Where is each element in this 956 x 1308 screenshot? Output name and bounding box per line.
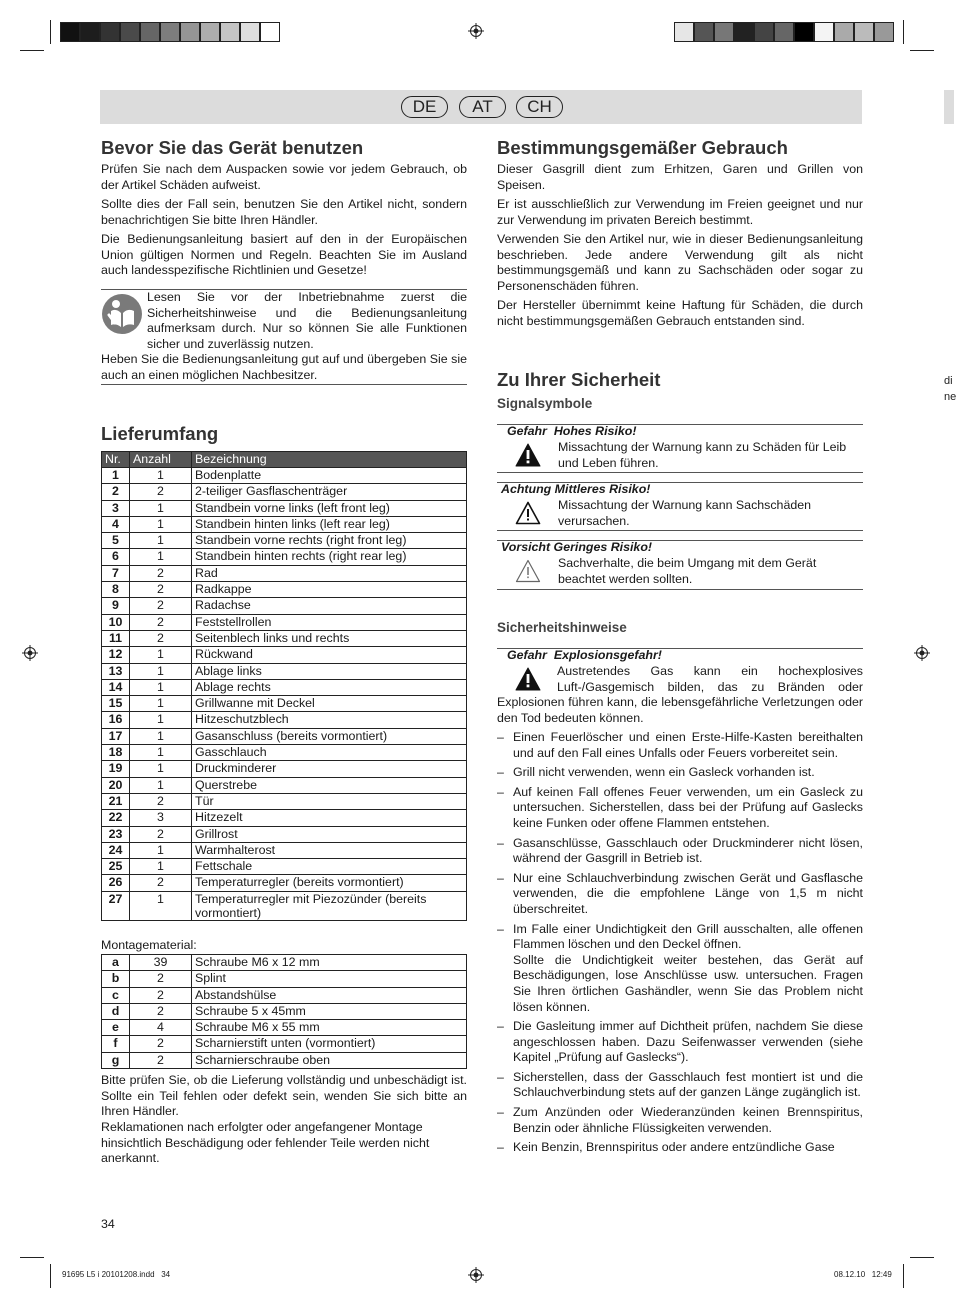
cell-description: Feststellrollen [192, 614, 467, 630]
cell-qty: 1 [130, 679, 192, 695]
cell-description: Grillwanne mit Deckel [192, 696, 467, 712]
cell-nr: 2 [102, 484, 130, 500]
manual-note [101, 290, 467, 384]
table-row [102, 630, 467, 646]
cell-nr: 6 [102, 549, 130, 565]
col-header-nr: Nr. [102, 452, 130, 468]
cell-qty: 2 [130, 1003, 192, 1019]
list-item: – Die Gasleitung immer auf Dichtheit prüfen, nachdem Sie diese angeschlossen haben. Dazu Seifenwasser verwenden (siehe Kapitel „Prüfung auf Gaslecks“). [497, 1019, 863, 1065]
cell-qty: 2 [130, 826, 192, 842]
table-row [102, 1003, 467, 1019]
cell-qty: 2 [130, 630, 192, 646]
list-item: – Nur eine Schlauchverbindung zwischen Gerät und Gasflasche verwenden, die die empfohlene Länge von 1,5 m nicht überschreitet. [497, 870, 863, 916]
cell-nr: e [102, 1020, 130, 1036]
table-row [102, 971, 467, 987]
cell-qty: 2 [130, 1036, 192, 1052]
next-page-band-edge [944, 90, 954, 124]
table-row [102, 598, 467, 614]
cell-qty: 2 [130, 971, 192, 987]
table-row [102, 696, 467, 712]
cell-nr: 27 [102, 891, 130, 920]
paragraph: Der Hersteller übernimmt keine Haftung für Schäden, die durch nicht bestimmungsgemäßen Gebrauch entstanden sind. [497, 298, 863, 328]
manual-note-text: Lesen Sie vor der Inbetriebnahme zuerst die Sicherheitshinweise und die Bedienungsanleitung aufmerksam durch. Nur so können Sie alle Funktionen sicher und zuverlässig nutzen. [147, 290, 467, 351]
montage-label: Montagematerial: [101, 938, 197, 952]
montage-table [101, 954, 467, 1069]
margin-bleed-text: ne [944, 391, 956, 403]
paragraph: Verwenden Sie den Artikel nur, wie in dieser Bedienungsanleitung beschrieben. Jede andere Verwendung gilt als nicht bestimmungsgemäß und kann zu Sachschäden oder sogar zu Personenschäden führen. [497, 232, 863, 293]
cell-qty: 2 [130, 875, 192, 891]
cell-nr: 21 [102, 793, 130, 809]
cell-description: Gasanschluss (bereits vormontiert) [192, 728, 467, 744]
paragraph: Dieser Gasgrill dient zum Erhitzen, Garen und Grillen von Speisen. [497, 162, 863, 192]
cell-description: Radachse [192, 598, 467, 614]
explosion-head: Gefahr Explosionsgefahr! [507, 648, 662, 662]
cell-description: Temperaturregler (bereits vormontiert) [192, 875, 467, 891]
cell-nr: 1 [102, 468, 130, 484]
table-row [102, 777, 467, 793]
paragraph: Er ist ausschließlich zur Verwendung im Freien geeignet und nur zur Verwendung im privaten Bereich bestimmt. [497, 197, 863, 227]
cell-description: 2-teiliger Gasflaschenträger [192, 484, 467, 500]
cell-nr: 3 [102, 500, 130, 516]
cell-qty: 1 [130, 533, 192, 549]
cell-description: Hitzezelt [192, 810, 467, 826]
table-row [102, 663, 467, 679]
cell-description: Querstrebe [192, 777, 467, 793]
cell-qty: 1 [130, 500, 192, 516]
cell-nr: 9 [102, 598, 130, 614]
table-row [102, 533, 467, 549]
cell-description: Ablage links [192, 663, 467, 679]
cell-description: Druckminderer [192, 761, 467, 777]
cell-qty: 1 [130, 468, 192, 484]
section-title-before-use: Bevor Sie das Gerät benutzen [101, 137, 364, 158]
cell-nr: 14 [102, 679, 130, 695]
registration-mark-icon [22, 645, 38, 661]
cell-description: Splint [192, 971, 467, 987]
cell-description: Gasschlauch [192, 745, 467, 761]
table-row [102, 793, 467, 809]
table-row [102, 516, 467, 532]
lang-tab-de: DE [401, 96, 448, 118]
footer-date: 08.12.10 12:49 [834, 1270, 892, 1279]
cell-qty: 2 [130, 987, 192, 1003]
cell-description: Hitzeschutzblech [192, 712, 467, 728]
list-item: – Grill nicht verwenden, wenn ein Gasleck vorhanden ist. [497, 765, 815, 780]
list-item: – Zum Anzünden oder Wiederanzünden keinen Brennspiritus, Benzin oder ähnliche Flüssigkeiten verwenden. [497, 1105, 863, 1135]
margin-bleed-text: di [944, 375, 953, 387]
table-row [102, 955, 467, 971]
table-row [102, 842, 467, 858]
cell-nr: g [102, 1052, 130, 1068]
cell-qty: 2 [130, 582, 192, 598]
cell-description: Standbein vorne rechts (right front leg) [192, 533, 467, 549]
cell-description: Schraube M6 x 55 mm [192, 1020, 467, 1036]
paragraph: Die Bedienungsanleitung basiert auf den in der Europäischen Union gültigen Normen und Regeln. Beachten Sie im Ausland auch landesspezifische Richtlinien und Gesetze! [101, 232, 467, 278]
signal-danger [497, 424, 863, 472]
list-item: – Sicherstellen, dass der Gasschlauch fest montiert ist und die Schlauchverbindung stets auf der ganzen Länge zugänglich ist. [497, 1069, 863, 1100]
cell-nr: 23 [102, 826, 130, 842]
footer-file-info: 91695 L5 i 20101208.indd 34 [62, 1270, 171, 1279]
table-row [102, 987, 467, 1003]
cell-qty: 1 [130, 761, 192, 777]
safety-list [497, 730, 863, 1160]
caution-icon [515, 559, 541, 583]
list-item: – Einen Feuerlöscher und einen Erste-Hilfe-Kasten bereithalten und auf den Fall eines Unfalls oder Feuers vorbereitet sein. [497, 730, 863, 760]
cell-nr: 12 [102, 647, 130, 663]
cell-qty: 1 [130, 549, 192, 565]
lang-tab-ch: CH [516, 96, 563, 118]
cell-description: Bodenplatte [192, 468, 467, 484]
signal-text: Missachtung der Warnung kann zu Schäden für Leib und Leben führen. [558, 440, 847, 470]
signal-head: Achtung Mittleres Risiko! [501, 482, 651, 496]
cell-nr: 20 [102, 777, 130, 793]
table-row [102, 1020, 467, 1036]
table-row [102, 484, 467, 500]
manual-note-text-2: Heben Sie die Bedienungsanleitung gut auf und übergeben Sie sie auch an einen möglichen Nachbesitzer. [101, 352, 467, 382]
cell-nr: 26 [102, 875, 130, 891]
table-row [102, 891, 467, 920]
cell-nr: 13 [102, 663, 130, 679]
cell-qty: 1 [130, 842, 192, 858]
cell-description: Scharnierstift unten (vormontiert) [192, 1036, 467, 1052]
subtitle-signal-symbols: Signalsymbole [497, 396, 593, 411]
cell-qty: 4 [130, 1020, 192, 1036]
table-row [102, 728, 467, 744]
list-item: – Auf keinen Fall offenes Feuer verwenden, um ein Gasleck zu untersuchen. Sicherstellen, dass bei der Prüfung auf Gaslecks keine Funken oder offene Flammen entstehen. [497, 784, 863, 830]
section-title-intended-use: Bestimmungsgemäßer Gebrauch [497, 137, 788, 158]
table-row [102, 761, 467, 777]
danger-warning-icon [515, 443, 541, 467]
cell-qty: 1 [130, 663, 192, 679]
signal-caution [497, 540, 863, 588]
cell-qty: 1 [130, 696, 192, 712]
cell-description: Temperaturregler mit Piezozünder (bereits vormontiert) [192, 891, 467, 920]
cell-nr: c [102, 987, 130, 1003]
cell-qty: 39 [130, 955, 192, 971]
table-row [102, 810, 467, 826]
cell-nr: 25 [102, 859, 130, 875]
table-row [102, 647, 467, 663]
cell-qty: 2 [130, 1052, 192, 1068]
table-row [102, 582, 467, 598]
col-header-anzahl: Anzahl [130, 452, 192, 468]
signal-head: Gefahr Hohes Risiko! [507, 424, 637, 438]
paragraph: Bitte prüfen Sie, ob die Lieferung vollständig und unbeschädigt ist. Sollte ein Teil fehlen oder defekt sein, wenden Sie sich bitte an Ihren Händler. [101, 1073, 467, 1119]
cell-qty: 1 [130, 859, 192, 875]
cell-nr: 10 [102, 614, 130, 630]
list-item: – Kein Benzin, Brennspiritus oder andere entzündliche Gase [497, 1140, 835, 1155]
subtitle-safety-notes: Sicherheitshinweise [497, 620, 627, 635]
cell-nr: 8 [102, 582, 130, 598]
cell-nr: d [102, 1003, 130, 1019]
section-title-safety: Zu Ihrer Sicherheit [497, 369, 661, 390]
cell-description: Schraube 5 x 45mm [192, 1003, 467, 1019]
lang-tab-at: AT [459, 96, 506, 118]
cell-qty: 1 [130, 745, 192, 761]
signal-warning [497, 482, 863, 530]
divider [497, 472, 863, 473]
cell-qty: 1 [130, 712, 192, 728]
table-row [102, 712, 467, 728]
cell-description: Warmhalterost [192, 842, 467, 858]
cell-description: Rückwand [192, 647, 467, 663]
cell-nr: 17 [102, 728, 130, 744]
cell-description: Standbein vorne links (left front leg) [192, 500, 467, 516]
table-row [102, 859, 467, 875]
list-item: – Im Falle einer Undichtigkeit den Grill ausschalten, alle offenen Flammen löschen und den Deckel öffnen. Sollte die Undichtigkeit weiter bestehen, das Gerät auf Beschädigungen, lose Anschlüsse usw. untersuchen. Fragen Sie Ihren örtlichen Gashändler, wenn Sie das Problem nicht lösen können. [497, 921, 863, 1014]
table-row [102, 549, 467, 565]
section-title-delivery: Lieferumfang [101, 423, 219, 444]
cell-description: Abstandshülse [192, 987, 467, 1003]
cell-nr: 16 [102, 712, 130, 728]
col-header-bezeichnung: Bezeichnung [192, 452, 467, 468]
cell-nr: 24 [102, 842, 130, 858]
table-row [102, 1052, 467, 1068]
cell-nr: b [102, 971, 130, 987]
cell-nr: 4 [102, 516, 130, 532]
cell-nr: 19 [102, 761, 130, 777]
cell-description: Radkappe [192, 582, 467, 598]
cell-qty: 2 [130, 793, 192, 809]
cell-description: Standbein hinten rechts (right rear leg) [192, 549, 467, 565]
cell-qty: 3 [130, 810, 192, 826]
cell-qty: 1 [130, 777, 192, 793]
cell-nr: a [102, 955, 130, 971]
table-row [102, 614, 467, 630]
cell-qty: 1 [130, 647, 192, 663]
divider [497, 589, 863, 590]
paragraph: Prüfen Sie nach dem Auspacken sowie vor jedem Gebrauch, ob der Artikel Schäden aufweist. [101, 162, 467, 192]
cell-nr: 18 [102, 745, 130, 761]
table-row [102, 679, 467, 695]
table-row [102, 468, 467, 484]
registration-mark-icon [468, 1267, 484, 1283]
cell-description: Scharnierschraube oben [192, 1052, 467, 1068]
cell-nr: 22 [102, 810, 130, 826]
cell-description: Fettschale [192, 859, 467, 875]
cell-nr: 5 [102, 533, 130, 549]
cell-description: Seitenblech links und rechts [192, 630, 467, 646]
signal-head: Vorsicht Geringes Risiko! [501, 540, 653, 554]
cell-description: Grillrost [192, 826, 467, 842]
signal-text: Missachtung der Warnung kann Sachschäden verursachen. [558, 498, 812, 528]
cell-nr: 7 [102, 565, 130, 581]
table-row [102, 1036, 467, 1052]
paragraph: Reklamationen nach erfolgter oder angefangener Montage hinsichtlich Beschädigung oder fehlender Teile werden nicht anerkannt. [101, 1120, 430, 1166]
warning-icon [515, 501, 541, 525]
registration-mark-icon [468, 23, 484, 39]
cell-qty: 2 [130, 614, 192, 630]
cell-nr: 11 [102, 630, 130, 646]
table-row [102, 500, 467, 516]
cell-qty: 1 [130, 891, 192, 920]
table-header-row [102, 452, 467, 468]
divider [101, 384, 467, 385]
registration-mark-icon [914, 645, 930, 661]
divider [497, 530, 863, 531]
explosion-text-body: Austretendes Gas kann ein hochexplosives Luft-/Gasgemisch bilden, das zu Bränden oder Explosionen führen kann, die lebensgefährliche Verletzungen oder den Tod bedeuten können. [497, 664, 863, 725]
page-number: 34 [101, 1217, 115, 1231]
cell-nr: 15 [102, 696, 130, 712]
cell-qty: 2 [130, 598, 192, 614]
table-row [102, 745, 467, 761]
cell-description: Rad [192, 565, 467, 581]
cell-qty: 2 [130, 484, 192, 500]
cell-description: Schraube M6 x 12 mm [192, 955, 467, 971]
cell-description: Standbein hinten links (left rear leg) [192, 516, 467, 532]
paragraph: Sollte dies der Fall sein, benutzen Sie den Artikel nicht, sondern benachrichtigen Sie bitte Ihren Händler. [101, 197, 467, 227]
cell-qty: 1 [130, 728, 192, 744]
cell-qty: 2 [130, 565, 192, 581]
cell-description: Ablage rechts [192, 679, 467, 695]
table-row [102, 565, 467, 581]
explosion-text [497, 664, 863, 726]
cell-nr: f [102, 1036, 130, 1052]
list-item: – Gasanschlüsse, Gasschlauch oder Druckminderer nicht lösen, während der Gasgrill in Betrieb ist. [497, 835, 863, 866]
table-row [102, 875, 467, 891]
table-row [102, 826, 467, 842]
signal-text: Sachverhalte, die beim Umgang mit dem Gerät beachtet werden sollten. [558, 556, 817, 586]
cell-description: Tür [192, 793, 467, 809]
parts-table [101, 451, 467, 921]
cell-qty: 1 [130, 516, 192, 532]
